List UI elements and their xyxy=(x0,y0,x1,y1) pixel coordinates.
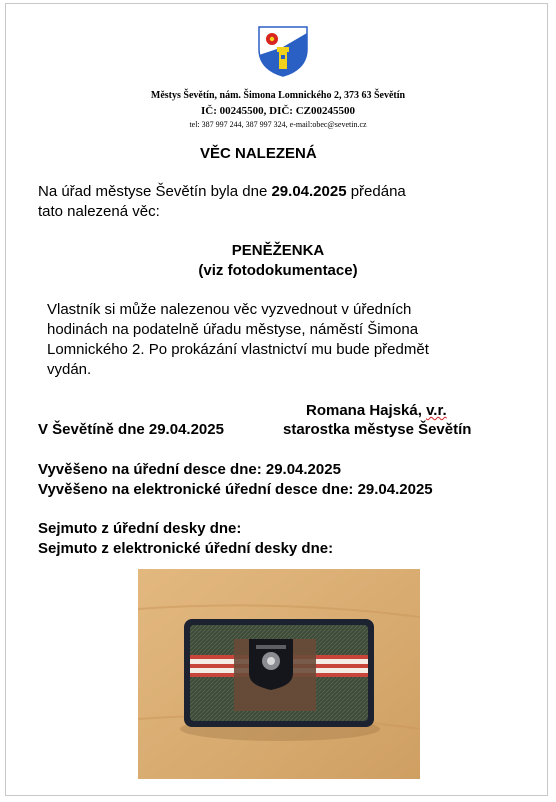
header-address: Městys Ševětín, nám. Šimona Lomnického 2, 373 63 Ševětín xyxy=(150,90,406,101)
paragraph-line: Vlastník si může nalezenou věc vyzvednout v úředních xyxy=(47,301,412,318)
paragraph-line: Lomnického 2. Po prokázání vlastnictví mu bude předmět xyxy=(47,341,429,358)
intro-line-2: tato nalezená věc: xyxy=(38,203,160,220)
posted-board: Vyvěšeno na úřední desce dne: 29.04.2025 xyxy=(38,461,341,478)
posted-electronic: Vyvěšeno na elektronické úřední desce dne: 29.04.2025 xyxy=(38,481,433,498)
signature-mark: v.r. xyxy=(426,402,447,419)
removed-electronic: Sejmuto z elektronické úřední desky dne: xyxy=(38,540,334,557)
item-name: PENĚŽENKA xyxy=(231,242,325,259)
removed-board: Sejmuto z úřední desky dne: xyxy=(38,520,242,537)
paragraph-line: vydán. xyxy=(47,361,92,378)
place-date: V Ševětíně dne 29.04.2025 xyxy=(38,421,224,438)
pickup-paragraph xyxy=(47,300,429,380)
wallet-photo xyxy=(138,569,420,779)
paragraph-line: hodinách na podatelně úřadu městyse, náměstí Šimona xyxy=(47,321,419,338)
signatory-role: starostka městyse Ševětín xyxy=(283,421,472,438)
municipal-crest xyxy=(255,25,311,77)
handover-date: 29.04.2025 xyxy=(271,183,347,200)
item-note: (viz fotodokumentace) xyxy=(198,262,358,279)
intro-line-1: Na úřad městyse Ševětín byla dne 29.04.2025 předána xyxy=(38,183,406,200)
header-ids: IČ: 00245500, DIČ: CZ00245500 xyxy=(201,105,355,117)
header-contact: tel: 387 997 244, 387 997 324, e-mail:obec@sevetin.cz xyxy=(189,120,367,129)
document-title: VĚC NALEZENÁ xyxy=(200,145,317,162)
signatory-name: Romana Hajská, v.r. xyxy=(306,402,447,419)
intro-text xyxy=(38,182,406,222)
